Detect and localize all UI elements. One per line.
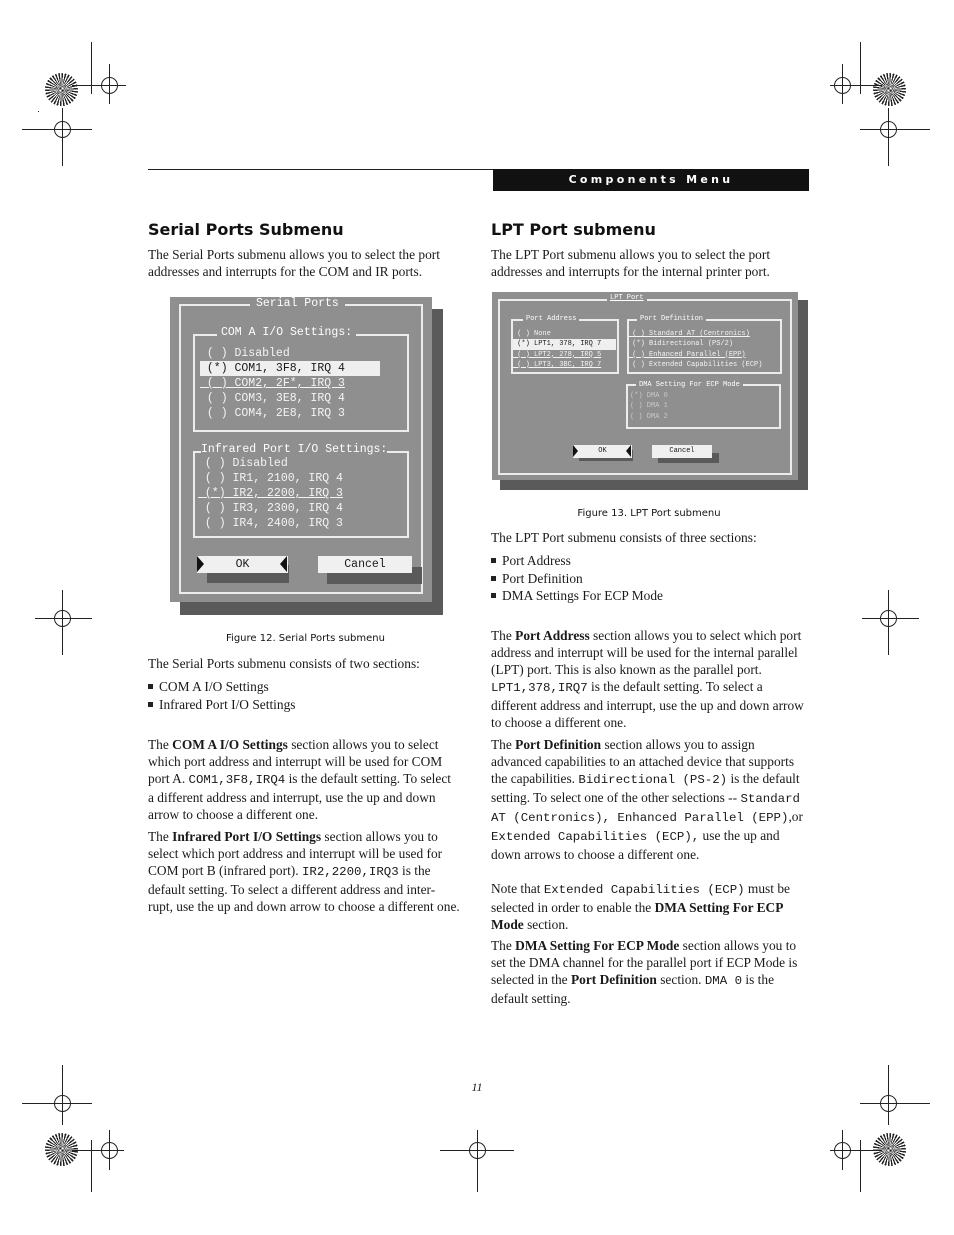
list-item: DMA Settings For ECP Mode [491, 587, 807, 605]
ir-option[interactable]: ( ) IR4, 2400, IRQ 3 [198, 517, 343, 530]
cancel-button[interactable]: Cancel [318, 556, 412, 573]
lpt-port-figure [492, 292, 808, 490]
ir-option[interactable]: ( ) IR3, 2300, IRQ 4 [198, 502, 343, 515]
port-address-paragraph: The Port Address section allows you to select which port address and interrupt will be used for the internal parallel (LPT) port. This is also known as the parallel port. LPT1,378,IRQ7 is the default setting. To select a different address and interrupt, use the up and down arrow to choose a different one. [491, 628, 804, 730]
ir-option-selected[interactable]: (*) IR2, 2200, IRQ 3 [198, 487, 343, 500]
serial-ports-heading: Serial Ports Submenu [148, 220, 344, 239]
figure-12-caption: Figure 12. Serial Ports submenu [226, 633, 385, 644]
pointer-left-icon [280, 556, 287, 572]
dma-options-list[interactable] [630, 391, 690, 422]
page-number: 11 [471, 1080, 483, 1094]
port-address-list[interactable] [513, 329, 616, 370]
pointer-right-icon [197, 556, 204, 572]
figure-13-caption: Figure 13. LPT Port submenu [577, 508, 721, 519]
ir-options-list[interactable] [198, 456, 378, 531]
serial-intro-paragraph: The Serial Ports submenu allows you to select the port addresses and interrupts for the COM and IR ports. [148, 247, 440, 279]
ok-label: OK [235, 558, 250, 571]
registration-star-icon [873, 73, 906, 106]
lpt-intro-paragraph: The LPT Port submenu allows you to select the port addresses and interrupts for the internal printer port. [491, 247, 771, 279]
ir-settings-legend: Infrared Port I/O Settings: [201, 443, 388, 456]
lpt-port-heading: LPT Port submenu [491, 220, 656, 239]
address-option[interactable]: ( ) LPT3, 3BC, IRQ 7 [513, 360, 602, 369]
address-option[interactable]: ( ) None [513, 330, 551, 338]
com-option[interactable]: ( ) COM2, 2F*, IRQ 3 [200, 377, 345, 390]
port-definition-list[interactable] [628, 329, 780, 370]
section-header-bar: Components Menu [493, 169, 809, 191]
com-option[interactable]: ( ) COM3, 3E8, IRQ 4 [200, 392, 345, 405]
list-item: Port Definition [491, 570, 807, 588]
com-option[interactable]: ( ) COM4, 2E8, IRQ 3 [200, 407, 345, 420]
com-settings-paragraph: The COM A I/O Settings section allows you to select which port address and interrupt will be used for COM port A. COM1,3F8,IRQ4 is the default setting. To select a different address and interrupt, use the up and down arrow to choose a different one. [148, 737, 452, 822]
definition-option[interactable]: ( ) Enhanced Parallel (EPP) [628, 350, 746, 359]
address-option[interactable]: ( ) LPT2, 278, IRQ 5 [513, 350, 602, 359]
ir-option[interactable]: ( ) IR1, 2100, IRQ 4 [198, 472, 343, 485]
lpt-consists-paragraph: The LPT Port submenu consists of three sections: [491, 530, 757, 545]
dma-option[interactable]: ( ) DMA 1 [630, 402, 668, 411]
port-definition-legend: Port Definition [637, 314, 706, 324]
dma-setting-paragraph: The DMA Setting For ECP Mode section allows you to set the DMA channel for the parallel port if ECP Mode is selected in the Port Definition section. DMA 0 is the default setting. [491, 938, 798, 1006]
com-options-list[interactable] [200, 346, 380, 421]
list-item: Infrared Port I/O Settings [148, 696, 463, 714]
ir-settings-paragraph: The Infrared Port I/O Settings section allows you to select which port address and interrupt will be used for COM port B (infrared port). IR2,2200,IRQ3 is the default setting. To select a different address and inter-rupt, use the up and down arrow to choose a different one. [148, 829, 460, 914]
com-option-selected[interactable]: (*) COM1, 3F8, IRQ 4 [200, 361, 380, 376]
definition-option[interactable]: ( ) Extended Capabilities (ECP) [628, 360, 763, 369]
lpt-port-dialog [492, 292, 798, 480]
dma-option-selected[interactable]: (*) DMA 0 [630, 392, 668, 400]
serial-ports-dialog [170, 297, 432, 602]
address-option-selected[interactable]: (*) LPT1, 378, IRQ 7 [513, 339, 616, 349]
lpt-ok-button[interactable] [573, 445, 632, 458]
serial-sections-list [148, 678, 463, 713]
dma-setting-legend: DMA Setting For ECP Mode [636, 380, 743, 390]
registration-star-icon [45, 73, 78, 106]
definition-option[interactable]: ( ) Standard AT (Centronics) [628, 330, 750, 338]
serial-ports-figure [170, 297, 443, 615]
com-settings-legend: COM A I/O Settings: [217, 326, 356, 340]
lpt-sections-list [491, 552, 807, 605]
list-item: Port Address [491, 552, 807, 570]
pointer-right-icon [573, 445, 578, 457]
ecp-note-paragraph: Note that Extended Capabilities (ECP) must be selected in order to enable the DMA Setting For ECP Mode section. [491, 881, 790, 932]
serial-dialog-title: Serial Ports [250, 297, 345, 311]
lpt-dialog-title: LPT Port [607, 294, 647, 303]
list-item: COM A I/O Settings [148, 678, 463, 696]
pointer-left-icon [626, 445, 631, 457]
ir-option[interactable]: ( ) Disabled [198, 457, 288, 470]
dma-option[interactable]: ( ) DMA 2 [630, 412, 668, 421]
ok-button[interactable] [197, 556, 288, 573]
serial-consists-paragraph: The Serial Ports submenu consists of two sections: [148, 656, 420, 671]
port-definition-paragraph: The Port Definition section allows you to assign advanced capabilities to an attached device that supports the capabilities. Bidirectional (PS-2) is the default setting. To select one of the other selections -- Standard AT (Centronics), Enhanced Parallel (EPP),or Extended Capabilities (ECP), use the up and down arrows to choose a different one. [491, 737, 803, 862]
ok-label: OK [598, 447, 607, 455]
com-option[interactable]: ( ) Disabled [200, 347, 290, 360]
port-address-legend: Port Address [523, 314, 579, 324]
lpt-cancel-button[interactable]: Cancel [652, 445, 712, 458]
definition-option-selected[interactable]: (*) Bidirectional (PS/2) [628, 340, 734, 349]
header-rule [148, 169, 493, 170]
